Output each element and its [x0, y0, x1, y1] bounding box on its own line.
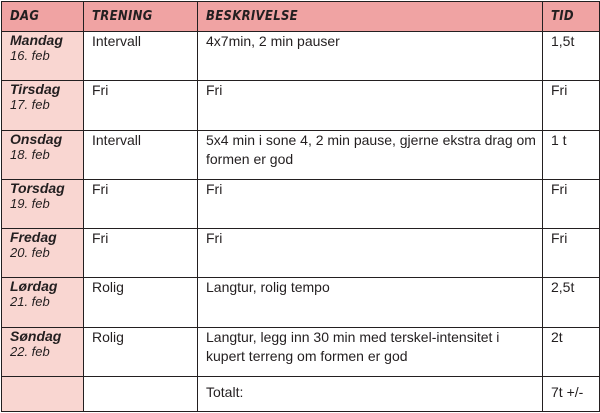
day-cell — [2, 130, 84, 179]
day-name: Torsdag — [10, 179, 65, 196]
time-cell: 2,5t — [543, 278, 600, 327]
day-cell — [2, 229, 84, 278]
day-cell — [2, 327, 84, 376]
training-cell: Intervall — [84, 130, 198, 179]
time-cell: Fri — [543, 229, 600, 278]
table-row — [2, 130, 600, 179]
day-name: Onsdag — [10, 130, 63, 147]
time-cell: Fri — [543, 179, 600, 228]
day-date: 22. feb — [10, 343, 50, 359]
time-cell: 2t — [543, 327, 600, 376]
description-cell: Langtur, rolig tempo — [198, 278, 543, 327]
time-cell: 1,5t — [543, 32, 600, 81]
day-cell — [2, 32, 84, 81]
training-plan-table — [1, 1, 600, 412]
table-row — [2, 229, 600, 278]
description-cell: Langtur, legg inn 30 min med terskel-intensitet i kupert terreng om formen er god — [198, 327, 543, 376]
description-cell: Fri — [198, 81, 543, 130]
total-time: 7t +/- — [543, 376, 600, 411]
description-cell: 5x4 min i sone 4, 2 min pause, gjerne ekstra drag om formen er god — [198, 130, 543, 179]
day-name: Tirsdag — [10, 81, 61, 98]
day-cell — [2, 278, 84, 327]
day-date: 21. feb — [10, 294, 50, 310]
description-cell: 4x7min, 2 min pauser — [198, 32, 543, 81]
training-cell: Fri — [84, 229, 198, 278]
header-training: TRENING — [84, 2, 198, 32]
total-row — [2, 376, 600, 411]
training-cell: Rolig — [84, 278, 198, 327]
table-row — [2, 179, 600, 228]
day-name: Søndag — [10, 327, 62, 344]
table-row — [2, 278, 600, 327]
header-day: DAG — [2, 2, 84, 32]
day-cell — [2, 81, 84, 130]
table-row — [2, 32, 600, 81]
day-name: Mandag — [10, 32, 63, 48]
total-day-cell — [2, 376, 84, 411]
day-date: 18. feb — [10, 146, 50, 162]
training-cell: Fri — [84, 81, 198, 130]
total-training-cell — [84, 376, 198, 411]
description-cell: Fri — [198, 229, 543, 278]
total-label: Totalt: — [198, 376, 543, 411]
header-row — [2, 2, 600, 32]
description-cell: Fri — [198, 179, 543, 228]
table-row — [2, 81, 600, 130]
time-cell: 1 t — [543, 130, 600, 179]
day-date: 16. feb — [10, 48, 50, 63]
day-date: 20. feb — [10, 245, 50, 260]
day-date: 17. feb — [10, 97, 50, 113]
training-cell: Fri — [84, 179, 198, 228]
day-date: 19. feb — [10, 195, 50, 211]
training-cell: Intervall — [84, 32, 198, 81]
time-cell: Fri — [543, 81, 600, 130]
training-cell: Rolig — [84, 327, 198, 376]
header-description: BESKRIVELSE — [198, 2, 543, 32]
header-time: TID — [543, 2, 600, 32]
table-row — [2, 327, 600, 376]
day-name: Fredag — [10, 229, 57, 245]
day-cell — [2, 179, 84, 228]
day-name: Lørdag — [10, 278, 58, 295]
